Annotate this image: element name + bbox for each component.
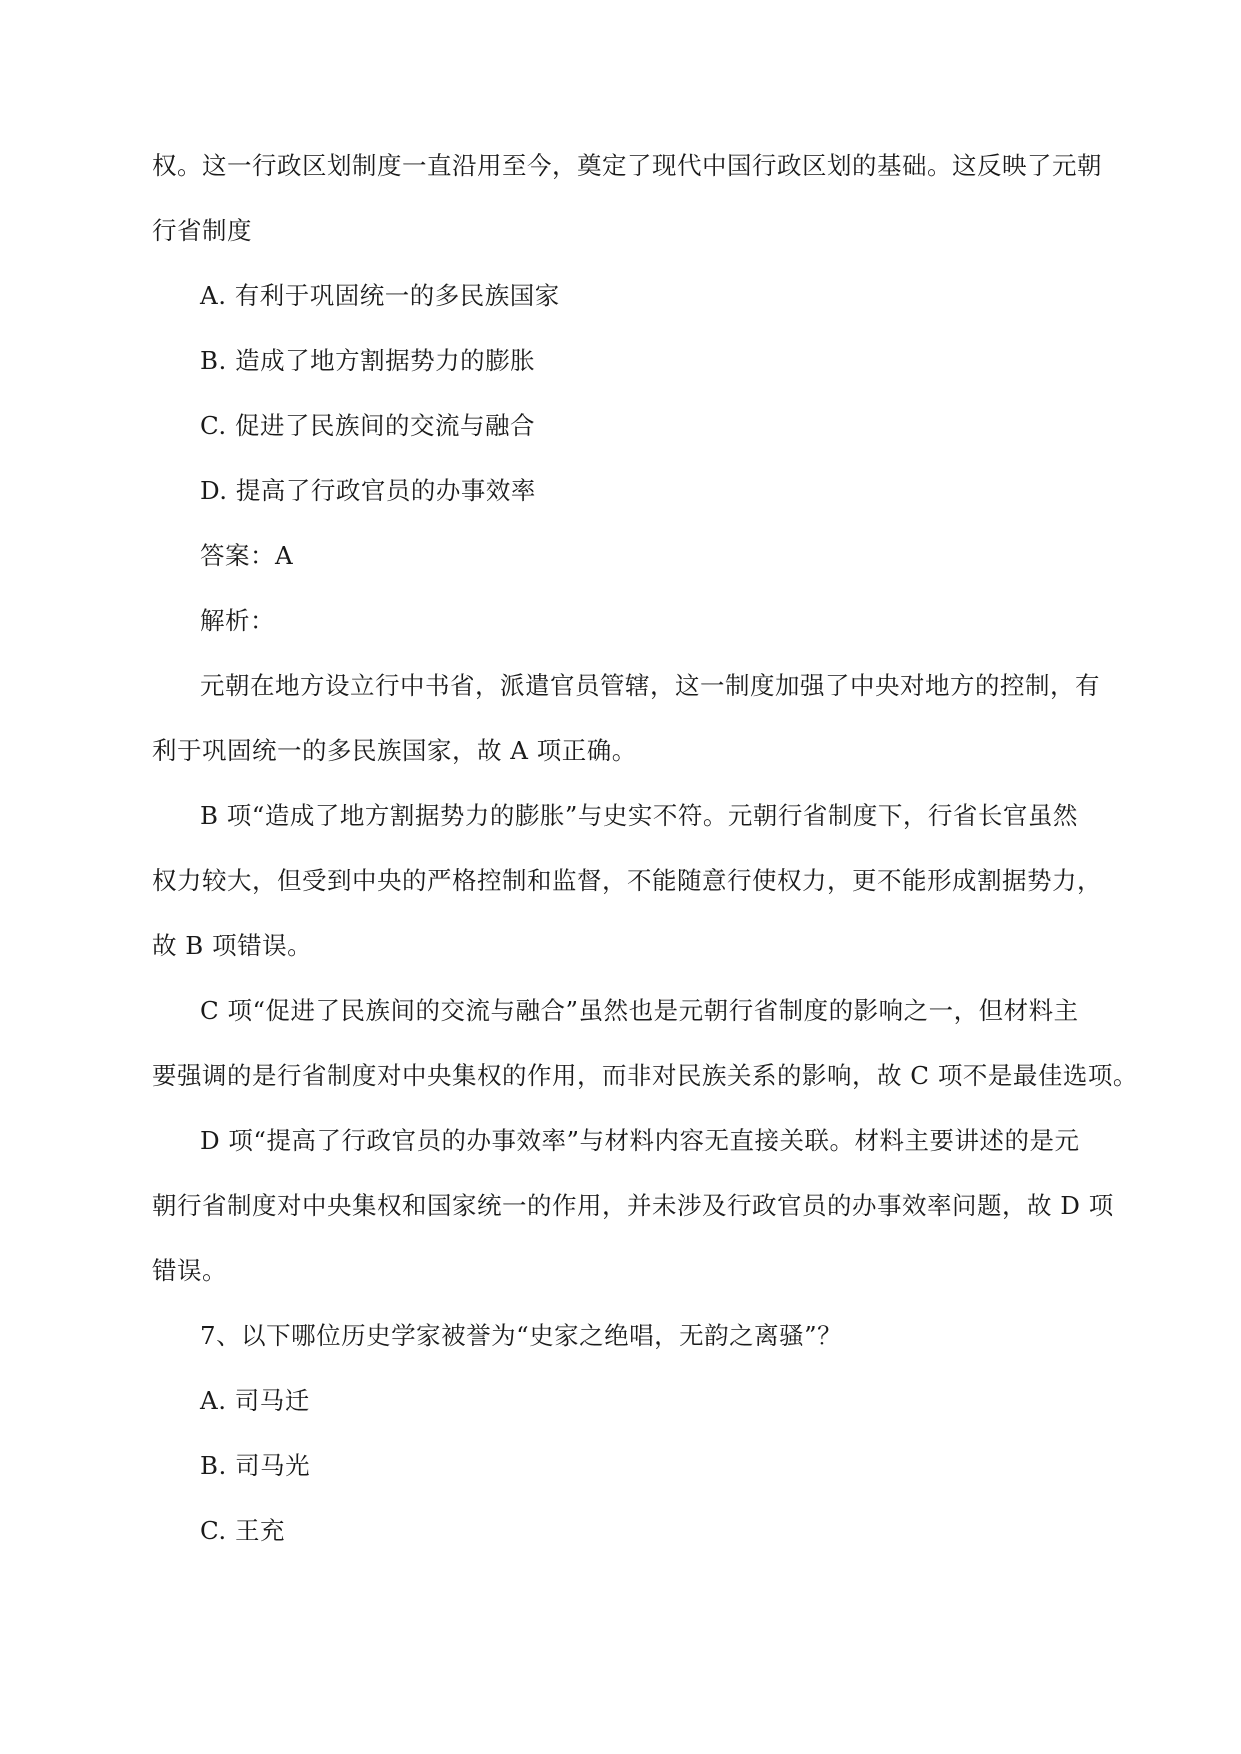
analysis-paragraph-4-line-1: D 项“提高了行政官员的办事效率”与材料内容无直接关联。材料主要讲述的是元	[200, 1126, 1080, 1155]
analysis-paragraph-3-line-1: C 项“促进了民族间的交流与融合”虽然也是元朝行省制度的影响之一，但材料主	[200, 996, 1079, 1025]
question-7-option-c: C. 王充	[200, 1516, 285, 1545]
analysis-paragraph-2-line-3: 故 B 项错误。	[152, 931, 313, 960]
question-7-option-b: B. 司马光	[200, 1451, 311, 1480]
analysis-paragraph-4-line-2: 朝行省制度对中央集权和国家统一的作用，并未涉及行政官员的办事效率问题，故 D 项	[152, 1191, 1114, 1220]
question-6-option-d: D. 提高了行政官员的办事效率	[200, 476, 536, 505]
analysis-paragraph-2-line-2: 权力较大，但受到中央的严格控制和监督，不能随意行使权力，更不能形成割据势力，	[152, 866, 1102, 895]
question-6-answer: 答案：A	[200, 541, 294, 570]
question-6-option-b: B. 造成了地方割据势力的膨胀	[200, 346, 536, 375]
analysis-paragraph-1-line-2: 利于巩固统一的多民族国家，故 A 项正确。	[152, 736, 637, 765]
analysis-paragraph-4-line-3: 错误。	[152, 1256, 227, 1285]
analysis-paragraph-2-line-1: B 项“造成了地方割据势力的膨胀”与史实不符。元朝行省制度下，行省长官虽然	[200, 801, 1078, 830]
analysis-paragraph-1-line-1: 元朝在地方设立行中书省，派遣官员管辖，这一制度加强了中央对地方的控制，有	[200, 671, 1100, 700]
analysis-paragraph-3-line-2: 要强调的是行省制度对中央集权的作用，而非对民族关系的影响，故 C 项不是最佳选项。	[152, 1061, 1138, 1090]
question-6-stem-line-1: 权。这一行政区划制度一直沿用至今，奠定了现代中国行政区划的基础。这反映了元朝	[152, 151, 1102, 180]
question-6-option-a: A. 有利于巩固统一的多民族国家	[200, 281, 560, 310]
question-7-text: 7、以下哪位历史学家被誉为“史家之绝唱，无韵之离骚”？	[200, 1321, 843, 1350]
question-6-option-c: C. 促进了民族间的交流与融合	[200, 411, 535, 440]
question-6-analysis-label: 解析：	[200, 606, 275, 635]
question-6-stem-line-2: 行省制度	[152, 216, 252, 245]
question-7-option-a: A. 司马迁	[200, 1386, 310, 1415]
